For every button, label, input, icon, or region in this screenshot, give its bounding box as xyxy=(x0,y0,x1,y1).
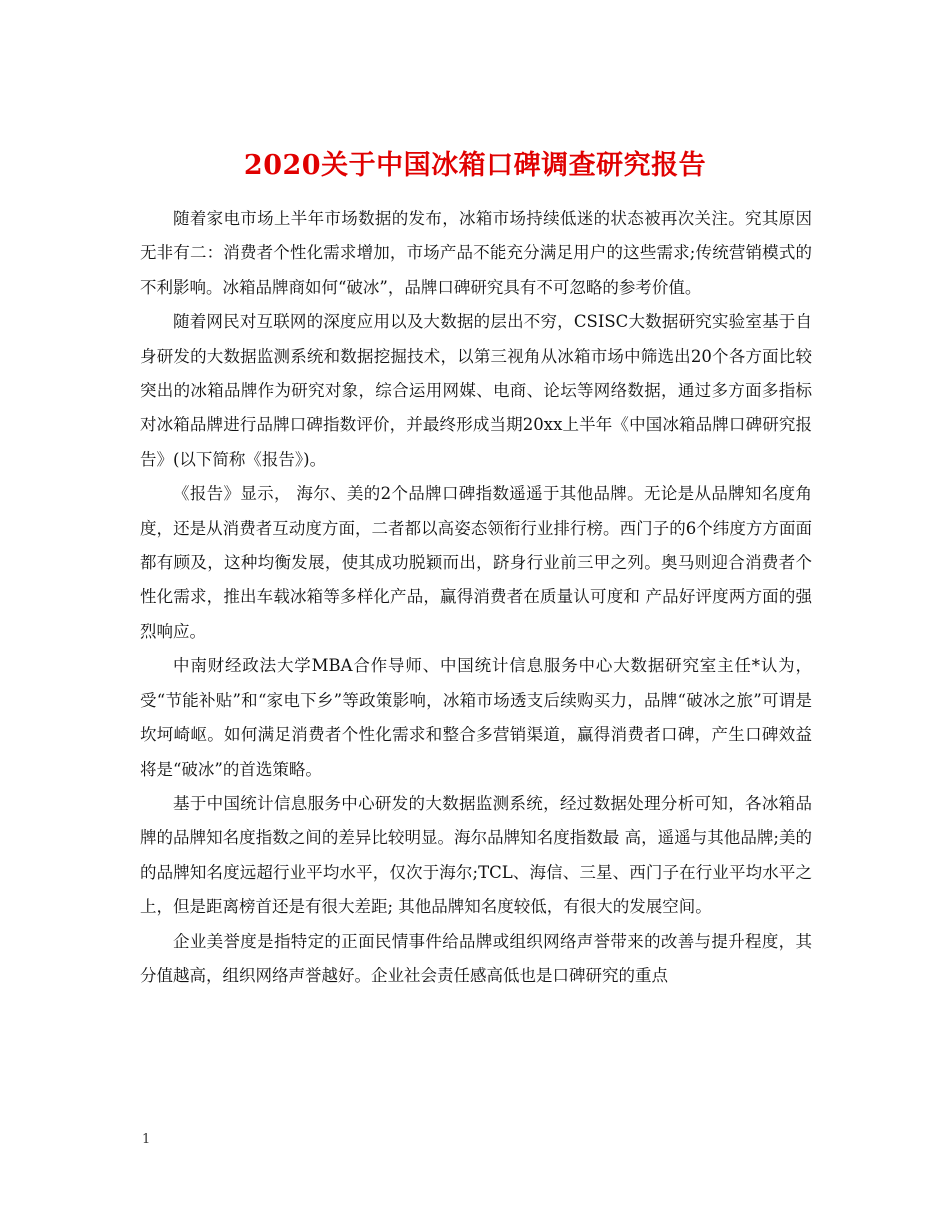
page-number: 1 xyxy=(142,1132,151,1147)
paragraph: 企业美誉度是指特定的正面民情事件给品牌或组织网络声誉带来的改善与提升程度，其分值越高，组织网络声誉越好。企业社会责任感高低也是口碑研究的重点 xyxy=(140,931,812,985)
paragraph: 随着家电市场上半年市场数据的发布，冰箱市场持续低迷的状态被再次关注。究其原因无非有二：消费者个性化需求增加，市场产品不能充分满足用户的这些需求;传统营销模式的不利影响。冰箱品牌商如何“破冰”，品牌口碑研究具有不可忽略的参考价值。 xyxy=(140,209,812,297)
document-title: 2020关于中国冰箱口碑调查研究报告 xyxy=(243,150,707,182)
paragraph: 《报告》显示， 海尔、美的2个品牌口碑指数遥遥于其他品牌。无论是从品牌知名度角度，还是从消费者互动度方面，二者都以高姿态领衔行业排行榜。西门子的6个纬度方方面面都有顾及，这种均衡发展，使其成功脱颖而出，跻身行业前三甲之列。奥马则迎合消费者个性化需求，推出车载冰箱等多样化产品，赢得消费者在质量认可度和 产品好评度两方面的强烈响应。 xyxy=(140,484,812,641)
document-body xyxy=(140,202,812,993)
paragraph: 基于中国统计信息服务中心研发的大数据监测系统，经过数据处理分析可知，各冰箱品牌的品牌知名度指数之间的差异比较明显。海尔品牌知名度指数最 高，遥遥与其他品牌;美的的品牌知名度远超行业平均水平，仅次于海尔;TCL、海信、三星、西门子在行业平均水平之上，但是距离榜首还是有很大差距; 其他品牌知名度较低，有很大的发展空间。 xyxy=(140,793,812,917)
paragraph: 中南财经政法大学MBA合作导师、中国统计信息服务中心大数据研究室主任*认为，受“节能补贴”和“家电下乡”等政策影响，冰箱市场透支后续购买力，品牌“破冰之旅”可谓是坎坷崎岖。如何满足消费者个性化需求和整合多营销渠道，赢得消费者口碑，产生口碑效益将是“破冰”的首选策略。 xyxy=(140,656,812,779)
paragraph: 随着网民对互联网的深度应用以及大数据的层出不穷，CSISC大数据研究实验室基于自身研发的大数据监测系统和数据挖掘技术，以第三视角从冰箱市场中筛选出20个各方面比较突出的冰箱品牌作为研究对象，综合运用网媒、电商、论坛等网络数据，通过多方面多指标对冰箱品牌进行品牌口碑指数评价，并最终形成当期20xx上半年《中国冰箱品牌口碑研究报告》(以下简称《报告》)。 xyxy=(140,312,812,469)
